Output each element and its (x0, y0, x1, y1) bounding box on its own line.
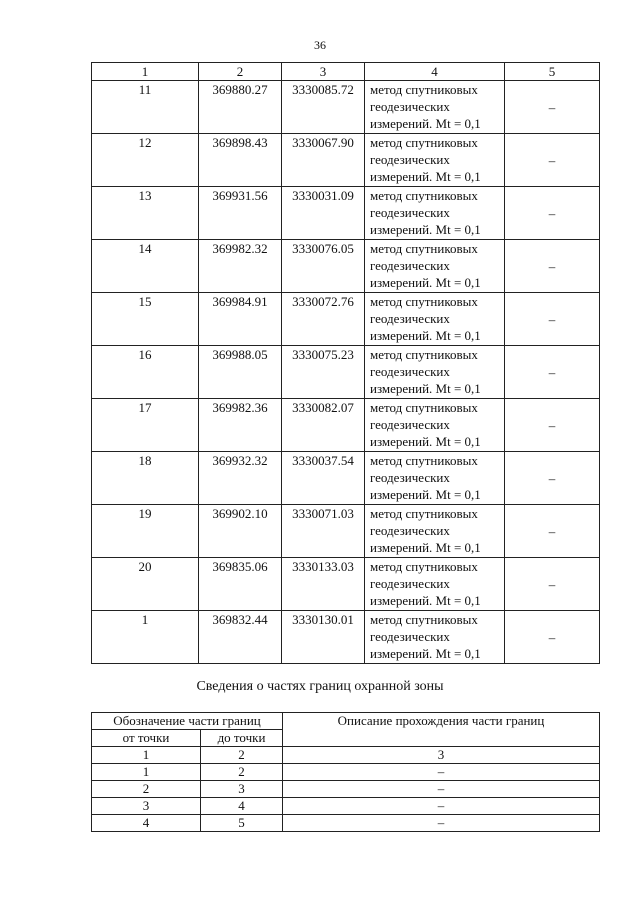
method-line: геодезических (370, 364, 450, 379)
column-header: 5 (505, 63, 600, 81)
column-header: 2 (199, 63, 282, 81)
method-cell (365, 452, 505, 505)
method-cell (365, 134, 505, 187)
method-line: метод спутниковых (370, 294, 478, 309)
column-index: 3 (283, 747, 600, 764)
y-coordinate-cell: 3330031.09 (282, 187, 365, 240)
coordinates-row (92, 611, 600, 664)
note-cell: – (505, 558, 600, 611)
method-line: геодезических (370, 311, 450, 326)
method-line: геодезических (370, 629, 450, 644)
point-number-cell: 11 (92, 81, 199, 134)
x-coordinate-cell: 369932.32 (199, 452, 282, 505)
method-line: измерений. Mt = 0,1 (370, 275, 481, 290)
x-coordinate-cell: 369880.27 (199, 81, 282, 134)
point-number-cell: 20 (92, 558, 199, 611)
point-number-cell: 14 (92, 240, 199, 293)
coordinates-table (91, 62, 600, 664)
method-line: геодезических (370, 205, 450, 220)
y-coordinate-cell: 3330075.23 (282, 346, 365, 399)
method-line: геодезических (370, 417, 450, 432)
column-header: 4 (365, 63, 505, 81)
method-line: геодезических (370, 470, 450, 485)
coordinates-row (92, 81, 600, 134)
method-line: измерений. Mt = 0,1 (370, 593, 481, 608)
note-cell: – (505, 187, 600, 240)
point-number-cell: 13 (92, 187, 199, 240)
description-cell: – (283, 781, 600, 798)
point-number-cell: 12 (92, 134, 199, 187)
y-coordinate-cell: 3330037.54 (282, 452, 365, 505)
boundary-description-header: Описание прохождения части границ (283, 713, 600, 747)
method-line: геодезических (370, 523, 450, 538)
description-cell: – (283, 815, 600, 832)
note-cell: – (505, 293, 600, 346)
method-cell (365, 611, 505, 664)
point-number-cell: 18 (92, 452, 199, 505)
from-point-cell: 4 (92, 815, 201, 832)
description-cell: – (283, 764, 600, 781)
method-line: метод спутниковых (370, 453, 478, 468)
coordinates-row (92, 187, 600, 240)
method-cell (365, 293, 505, 346)
method-cell (365, 505, 505, 558)
boundary-part-row (92, 815, 600, 832)
method-line: метод спутниковых (370, 612, 478, 627)
from-point-cell: 2 (92, 781, 201, 798)
column-index: 2 (201, 747, 283, 764)
coordinates-row (92, 452, 600, 505)
y-coordinate-cell: 3330085.72 (282, 81, 365, 134)
method-line: геодезических (370, 576, 450, 591)
from-point-cell: 3 (92, 798, 201, 815)
y-coordinate-cell: 3330067.90 (282, 134, 365, 187)
x-coordinate-cell: 369988.05 (199, 346, 282, 399)
point-number-cell: 1 (92, 611, 199, 664)
to-point-cell: 4 (201, 798, 283, 815)
description-cell: – (283, 798, 600, 815)
y-coordinate-cell: 3330133.03 (282, 558, 365, 611)
from-point-cell: 1 (92, 764, 201, 781)
method-line: метод спутниковых (370, 241, 478, 256)
method-cell (365, 558, 505, 611)
boundary-part-row (92, 781, 600, 798)
method-line: метод спутниковых (370, 188, 478, 203)
method-line: измерений. Mt = 0,1 (370, 328, 481, 343)
x-coordinate-cell: 369982.32 (199, 240, 282, 293)
coordinates-row (92, 558, 600, 611)
method-cell (365, 187, 505, 240)
method-line: метод спутниковых (370, 82, 478, 97)
x-coordinate-cell: 369832.44 (199, 611, 282, 664)
boundary-part-row (92, 798, 600, 815)
x-coordinate-cell: 369931.56 (199, 187, 282, 240)
y-coordinate-cell: 3330130.01 (282, 611, 365, 664)
parts-index-row (92, 747, 600, 764)
column-header: 1 (92, 63, 199, 81)
coordinates-row (92, 399, 600, 452)
coordinates-row (92, 240, 600, 293)
coordinates-row (92, 346, 600, 399)
coordinates-row (92, 134, 600, 187)
method-line: метод спутниковых (370, 400, 478, 415)
note-cell: – (505, 611, 600, 664)
method-line: измерений. Mt = 0,1 (370, 646, 481, 661)
method-line: измерений. Mt = 0,1 (370, 169, 481, 184)
from-point-header: от точки (92, 730, 201, 747)
y-coordinate-cell: 3330076.05 (282, 240, 365, 293)
method-line: геодезических (370, 152, 450, 167)
boundary-parts-table (91, 712, 600, 832)
coordinates-row (92, 505, 600, 558)
boundary-part-designation-header: Обозначение части границ (92, 713, 283, 730)
point-number-cell: 15 (92, 293, 199, 346)
x-coordinate-cell: 369982.36 (199, 399, 282, 452)
note-cell: – (505, 81, 600, 134)
to-point-cell: 3 (201, 781, 283, 798)
method-line: измерений. Mt = 0,1 (370, 487, 481, 502)
x-coordinate-cell: 369902.10 (199, 505, 282, 558)
point-number-cell: 19 (92, 505, 199, 558)
coordinates-header-row (92, 63, 600, 81)
note-cell: – (505, 240, 600, 293)
to-point-header: до точки (201, 730, 283, 747)
method-line: геодезических (370, 258, 450, 273)
method-cell (365, 346, 505, 399)
method-line: измерений. Mt = 0,1 (370, 434, 481, 449)
method-line: метод спутниковых (370, 559, 478, 574)
page-number: 36 (314, 38, 326, 52)
y-coordinate-cell: 3330071.03 (282, 505, 365, 558)
method-line: метод спутниковых (370, 506, 478, 521)
x-coordinate-cell: 369835.06 (199, 558, 282, 611)
parts-header-row (92, 713, 600, 730)
column-header: 3 (282, 63, 365, 81)
column-index: 1 (92, 747, 201, 764)
method-cell (365, 399, 505, 452)
section-title: Сведения о частях границ охранной зоны (196, 679, 444, 694)
x-coordinate-cell: 369984.91 (199, 293, 282, 346)
boundary-part-row (92, 764, 600, 781)
note-cell: – (505, 346, 600, 399)
note-cell: – (505, 505, 600, 558)
note-cell: – (505, 452, 600, 505)
note-cell: – (505, 399, 600, 452)
y-coordinate-cell: 3330082.07 (282, 399, 365, 452)
method-line: метод спутниковых (370, 347, 478, 362)
y-coordinate-cell: 3330072.76 (282, 293, 365, 346)
method-line: измерений. Mt = 0,1 (370, 381, 481, 396)
method-line: измерений. Mt = 0,1 (370, 540, 481, 555)
method-cell (365, 81, 505, 134)
to-point-cell: 5 (201, 815, 283, 832)
coordinates-row (92, 293, 600, 346)
note-cell: – (505, 134, 600, 187)
method-line: измерений. Mt = 0,1 (370, 222, 481, 237)
point-number-cell: 17 (92, 399, 199, 452)
method-line: геодезических (370, 99, 450, 114)
method-cell (365, 240, 505, 293)
method-line: измерений. Mt = 0,1 (370, 116, 481, 131)
to-point-cell: 2 (201, 764, 283, 781)
method-line: метод спутниковых (370, 135, 478, 150)
x-coordinate-cell: 369898.43 (199, 134, 282, 187)
point-number-cell: 16 (92, 346, 199, 399)
